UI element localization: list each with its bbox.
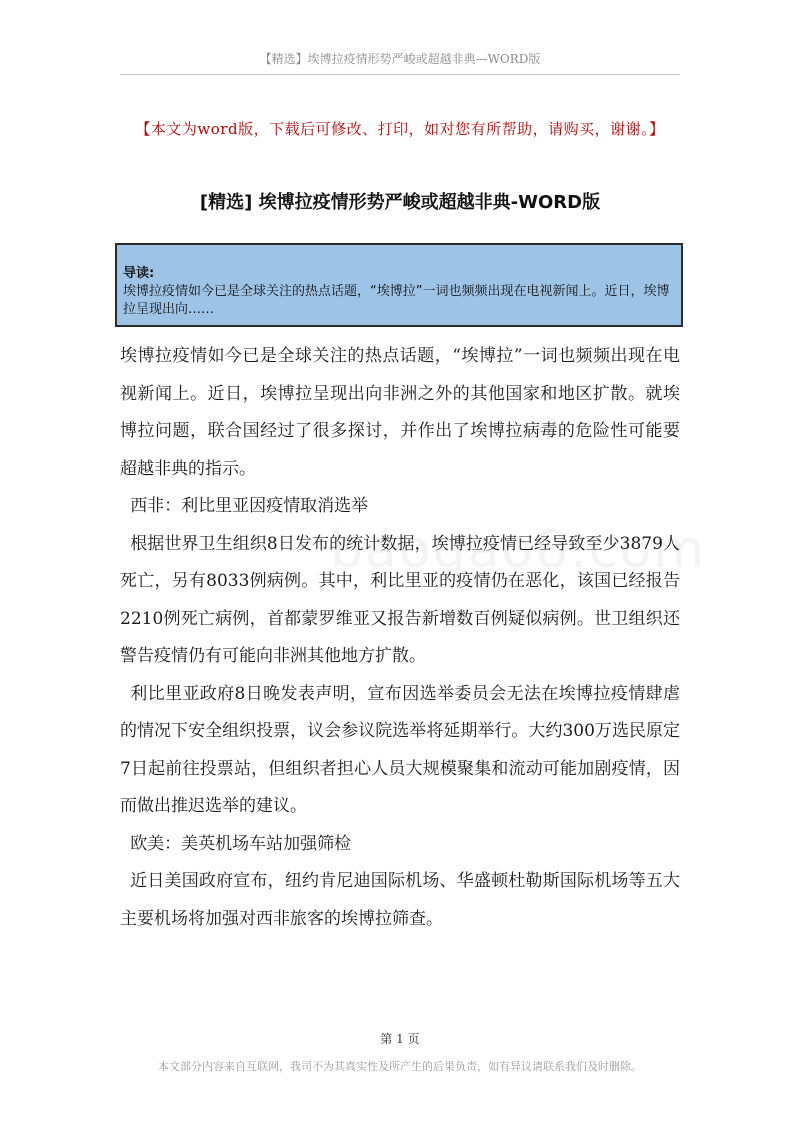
guide-summary: 埃博拉疫情如今已是全球关注的热点话题，“埃博拉”一词也频频出现在电视新闻上。近日，埃博拉呈现出向…… <box>123 284 670 317</box>
guide-label: 导读: <box>123 266 155 281</box>
section-heading-west-africa: 西非：利比里亚因疫情取消选举 <box>130 496 369 516</box>
body-paragraph: 利比里亚政府8日晚发表声明，宣布因选举委员会无法在埃博拉疫情肆虐的情况下安全组织投票，议会参议院选举将延期举行。大约300万选民原定7日起前往投票站，但组织者担心人员大规模聚集和流动可能加剧疫情，因而做出推迟选举的建议。 <box>120 683 680 816</box>
body-paragraph: 近日美国政府宣布，纽约肯尼迪国际机场、华盛顿杜勒斯国际机场等五大主要机场将加强对西非旅客的埃博拉筛查。 <box>120 871 680 929</box>
section-heading-europe-america: 欧美：美英机场车站加强筛检 <box>130 833 352 854</box>
header-divider <box>120 74 680 75</box>
body-paragraph: 根据世界卫生组织8日发布的统计数据，埃博拉疫情已经导致至少3879人死亡，另有8033例病例。其中，利比里亚的疫情仍在恶化，该国已经报告2210例死亡病例，首都蒙罗维亚又报告新增数百例疑似病例。世卫组织还警告疫情仍有可能向非洲其他地方扩散。 <box>120 533 680 666</box>
purchase-notice: 【本文为word版，下载后可修改、打印，如对您有所帮助，请购买，谢谢。】 <box>135 120 665 138</box>
page-header: 【精选】埃博拉疫情形势严峻或超越非典—WORD版 <box>259 52 541 66</box>
document-body <box>120 338 680 938</box>
document-title: [精选] 埃博拉疫情形势严峻或超越非典-WORD版 <box>199 192 601 213</box>
page-footer: 本文部分内容来自互联网，我司不为其真实性及所产生的后果负责，如有异议请联系我们及时删除。 <box>158 1060 642 1073</box>
page-number: 第 1 页 <box>380 1032 420 1046</box>
body-paragraph: 埃博拉疫情如今已是全球关注的热点话题，“埃博拉”一词也频频出现在电视新闻上。近日，埃博拉呈现出向非洲之外的其他国家和地区扩散。就埃博拉问题，联合国经过了很多探讨，并作出了埃博拉病毒的危险性可能要超越非典的指示。 <box>120 346 680 479</box>
guide-box <box>115 243 683 327</box>
